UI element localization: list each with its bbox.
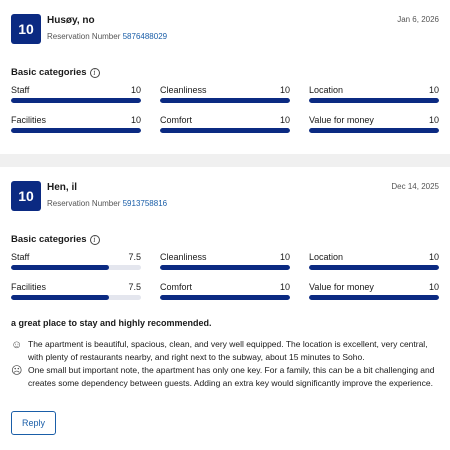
category-label: Value for money (309, 282, 374, 292)
category-value: 10 (130, 85, 141, 95)
category-label: Comfort (160, 115, 193, 125)
review-title: a great place to stay and highly recommended. (11, 318, 212, 328)
reservation-line (47, 199, 167, 208)
score-bar (160, 295, 290, 300)
category-cleanliness (160, 252, 290, 272)
category-staff (11, 85, 141, 105)
score-bar (309, 265, 439, 270)
frown-icon: ☹ (11, 365, 23, 377)
positive-comment: The apartment is beautiful, spacious, clean, and very well equipped. The location is excellent, very central, with plenty of restaurants nearby, and right next to the subway, about 15 minutes to Soho. (28, 339, 428, 362)
score-bar-fill (309, 128, 439, 133)
category-label: Value for money (309, 115, 374, 125)
category-cleanliness (160, 85, 290, 105)
score-bar-fill (160, 265, 290, 270)
score-bar-fill (309, 98, 439, 103)
category-label: Cleanliness (160, 85, 207, 95)
reservation-number-link[interactable]: 5876488029 (122, 32, 168, 41)
review-divider (0, 154, 450, 167)
guest-name: Hen, il (47, 182, 78, 193)
score-bar-fill (160, 295, 290, 300)
score-bar (160, 265, 290, 270)
reply-button[interactable]: Reply (11, 411, 56, 435)
category-value: 10 (279, 282, 290, 292)
negative-comment: One small but important note, the apartment has only one key. For a family, this can be a bit challenging and creates some dependency between guests. Adding an extra key would significantly improve the experience. (28, 365, 435, 388)
category-comfort (160, 115, 290, 135)
category-label: Cleanliness (160, 252, 207, 262)
category-value: 10 (279, 252, 290, 262)
score-bar (160, 98, 290, 103)
smile-icon: ☺ (11, 339, 23, 351)
category-label: Facilities (11, 115, 47, 125)
categories-heading (11, 67, 100, 78)
category-value: 7.5 (128, 282, 141, 292)
score-bar (11, 128, 141, 133)
score-bar (11, 265, 141, 270)
score-bar-fill (11, 98, 141, 103)
categories-heading-text: Basic categories (11, 234, 87, 245)
guest-name: Husøy, no (47, 15, 95, 26)
category-label: Location (309, 85, 344, 95)
score-bar-fill (11, 128, 141, 133)
category-staff (11, 252, 141, 272)
info-icon[interactable]: i (90, 235, 100, 245)
score-bar-fill (309, 295, 439, 300)
score-bar (309, 98, 439, 103)
score-bar-fill (309, 265, 439, 270)
score-bar-fill (160, 128, 290, 133)
category-label: Facilities (11, 282, 47, 292)
category-facilities (11, 115, 141, 135)
reservation-number-link[interactable]: 5913758816 (122, 199, 168, 208)
category-location (309, 252, 439, 272)
category-value: 10 (279, 115, 290, 125)
score-bar (160, 128, 290, 133)
category-value: 10 (428, 282, 439, 292)
score-bar (11, 98, 141, 103)
review-score-badge: 10 (11, 14, 41, 44)
category-label: Staff (11, 85, 30, 95)
category-value-for-money (309, 282, 439, 302)
info-icon[interactable]: i (90, 68, 100, 78)
score-bar (309, 295, 439, 300)
category-value-for-money (309, 115, 439, 135)
categories-heading (11, 234, 100, 245)
score-bar-fill (160, 98, 290, 103)
score-bar (309, 128, 439, 133)
category-value: 10 (428, 115, 439, 125)
category-label: Location (309, 252, 344, 262)
category-facilities (11, 282, 141, 302)
categories-heading-text: Basic categories (11, 67, 87, 78)
review-score-badge: 10 (11, 181, 41, 211)
category-label: Staff (11, 252, 30, 262)
category-location (309, 85, 439, 105)
score-bar-fill (11, 265, 109, 270)
reservation-label: Reservation Number (47, 199, 121, 208)
category-value: 10 (130, 115, 141, 125)
score-bar-fill (11, 295, 109, 300)
category-label: Comfort (160, 282, 193, 292)
score-bar (11, 295, 141, 300)
reservation-line (47, 32, 167, 41)
category-value: 10 (428, 85, 439, 95)
reservation-label: Reservation Number (47, 32, 121, 41)
category-value: 10 (428, 252, 439, 262)
review-date: Dec 14, 2025 (391, 182, 439, 191)
category-value: 10 (279, 85, 290, 95)
review-date: Jan 6, 2026 (397, 15, 439, 24)
category-comfort (160, 282, 290, 302)
category-value: 7.5 (128, 252, 141, 262)
